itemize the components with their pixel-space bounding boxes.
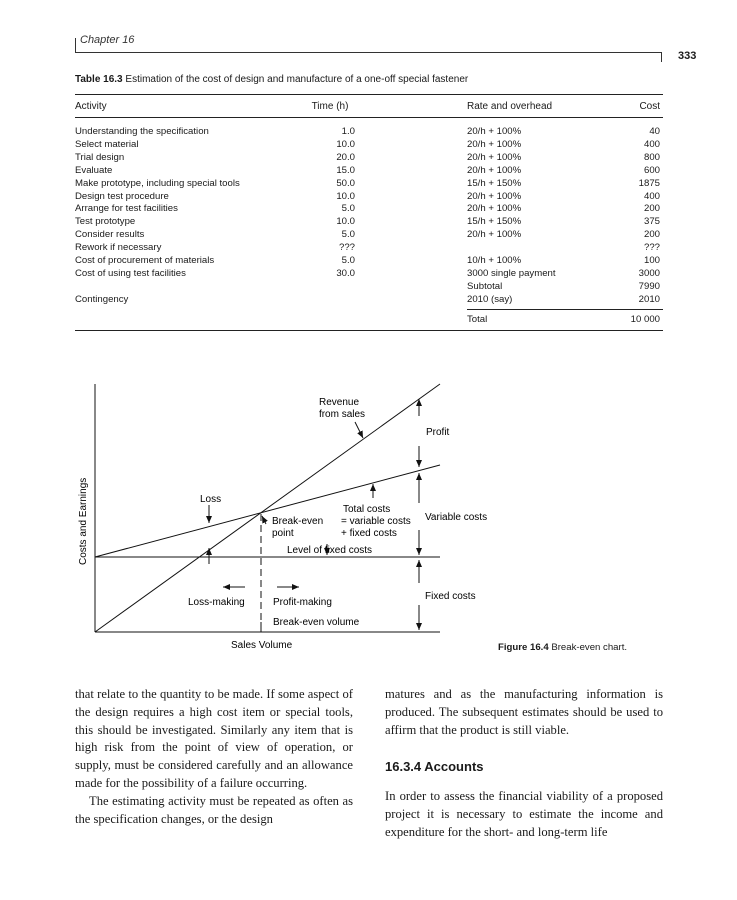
table-cell-cost: 400 <box>643 190 660 202</box>
table-total-value: 10 000 <box>630 314 660 325</box>
label-fixed-costs: Fixed costs <box>425 591 476 602</box>
table-cell-cost: 800 <box>643 151 660 163</box>
figure-caption-label: Figure 16.4 <box>498 642 549 653</box>
table-cell-time: 15.0 <box>336 164 355 176</box>
table-header-cost: Cost <box>639 101 660 112</box>
table-cell-time: 5.0 <box>341 203 355 215</box>
label-loss-making: Loss-making <box>188 597 245 608</box>
table-cell-rate: 2010 (say) <box>467 293 513 305</box>
table-cell-rate: 20/h + 100% <box>467 190 522 202</box>
label-y-axis: Costs and Earnings <box>78 477 89 565</box>
figure-caption-text: Break-even chart. <box>551 642 628 653</box>
table-cell-activity: Arrange for test facilities <box>75 203 178 215</box>
running-header-chapter: Chapter 16 <box>80 34 135 46</box>
table-cell-rate: 20/h + 100% <box>467 151 522 163</box>
body-right-paragraph-2: In order to assess the financial viability of a proposed project it is necessary to estimate the income and expenditure for the short- and long-term life <box>385 789 663 839</box>
table-cell-activity: Cost of procurement of materials <box>75 255 215 266</box>
label-break-even-line1: Break-even <box>272 516 324 527</box>
table-cell-time: 10.0 <box>336 138 355 150</box>
table-top-rule <box>75 94 663 95</box>
table-cell-activity: Trial design <box>75 151 125 163</box>
header-rule-right-tick <box>661 52 662 62</box>
label-variable-costs: Variable costs <box>425 512 488 523</box>
table-cell-cost: 400 <box>643 138 660 150</box>
label-total-costs-line2: = variable costs <box>341 516 411 527</box>
table-header-rule <box>75 117 663 118</box>
table-cell-time: 5.0 <box>341 255 355 266</box>
body-left-paragraph-2: The estimating activity must be repeated as often as the specification changes, or the design <box>75 793 353 826</box>
body-left-column <box>75 686 353 828</box>
table-header-time: Time (h) <box>311 101 349 112</box>
table-cell-cost: 600 <box>643 164 660 176</box>
table-cell-activity: Consider results <box>75 229 145 241</box>
label-revenue-line2: from sales <box>318 409 366 420</box>
label-break-even-volume: Break-even volume <box>273 617 360 628</box>
body-left-paragraph-1: that relate to the quantity to be made. If some aspect of the design requires a high cost item or special tools, this should be investigated. Similarly any item that is high risk from the point of view of operation, or supply, must be considered carefully and an allowance made for the possibility of a failure occurring. <box>75 687 353 790</box>
label-fixed-level: Level of fixed costs <box>287 545 373 556</box>
table-cell-activity: Select material <box>75 138 139 150</box>
table-cell-rate: 10/h + 100% <box>467 255 522 266</box>
table-cell-cost: 7990 <box>638 280 660 292</box>
table-cell-rate: 20/h + 100% <box>467 203 522 215</box>
table-cell-time: 20.0 <box>336 151 355 163</box>
table-cell-cost: 100 <box>643 255 660 266</box>
table-cell-time: 30.0 <box>336 267 355 279</box>
table-caption-label: Table 16.3 <box>75 74 123 85</box>
table-cell-activity: Design test procedure <box>75 190 169 202</box>
revenue-pointer-arrow <box>355 422 363 438</box>
label-break-even-line2: point <box>272 528 294 539</box>
table-cell-cost: 1875 <box>638 177 660 189</box>
table-cell-activity: Understanding the specification <box>75 126 209 137</box>
label-total-costs-line3: + fixed costs <box>341 528 397 539</box>
table-total-rule <box>467 309 663 310</box>
table-caption-text: Estimation of the cost of design and manufacture of a one-off special fastener <box>125 74 469 85</box>
table-cell-rate: 20/h + 100% <box>467 164 522 176</box>
table-header-rate: Rate and overhead <box>467 101 553 112</box>
label-profit-making: Profit-making <box>273 597 332 608</box>
table-cell-cost: 200 <box>643 229 660 241</box>
table-cell-time: ??? <box>338 242 355 254</box>
table-cell-cost: 3000 <box>638 267 660 279</box>
table-cell-rate: 3000 single payment <box>467 267 556 279</box>
table-bottom-rule <box>75 330 663 331</box>
table-cell-rate: 15/h + 150% <box>467 216 522 228</box>
page-number: 333 <box>678 50 697 62</box>
label-total-costs-line1: Total costs <box>343 504 391 515</box>
table-cell-rate: 20/h + 100% <box>467 229 522 241</box>
table-cell-time: 10.0 <box>336 216 355 228</box>
table-caption <box>75 74 468 85</box>
table-cell-cost: ??? <box>643 242 660 254</box>
table-cell-time: 50.0 <box>336 177 355 189</box>
label-loss: Loss <box>200 494 222 505</box>
body-right-paragraph-1: matures and as the manufacturing information is produced. The subsequent estimates should be used to affirm that the product is still viable. <box>385 687 663 737</box>
break-even-chart <box>0 370 737 660</box>
table-header-activity: Activity <box>75 101 107 112</box>
table-cell-rate: Subtotal <box>467 280 503 292</box>
table-cell-rate: 20/h + 100% <box>467 138 522 150</box>
table-cell-cost: 200 <box>643 203 660 215</box>
table-cell-time: 1.0 <box>341 126 355 137</box>
table-cell-time: 5.0 <box>341 229 355 241</box>
table-cell-activity: Contingency <box>75 293 129 305</box>
table-cell-time: 10.0 <box>336 190 355 202</box>
table-cell-activity: Cost of using test facilities <box>75 267 186 279</box>
table-total-label: Total <box>467 314 488 325</box>
table-cell-activity: Evaluate <box>75 164 113 176</box>
table-cell-activity: Rework if necessary <box>75 242 162 254</box>
label-x-axis: Sales Volume <box>231 640 293 651</box>
table-cell-rate: 15/h + 150% <box>467 177 522 189</box>
figure-caption <box>498 642 627 653</box>
table-cell-cost: 375 <box>643 216 660 228</box>
break-even-pointer-arrow <box>262 516 266 524</box>
table-cell-activity: Make prototype, including special tools <box>75 177 240 189</box>
label-profit: Profit <box>426 427 450 438</box>
label-revenue-line1: Revenue <box>318 397 360 408</box>
table-cell-cost: 40 <box>649 126 660 137</box>
header-rule <box>75 52 661 53</box>
section-heading: 16.3.4 Accounts <box>385 759 484 774</box>
table-cell-rate: 20/h + 100% <box>467 126 522 137</box>
table-cell-activity: Test prototype <box>75 216 136 228</box>
header-rule-left-tick <box>75 38 76 52</box>
table-cell-cost: 2010 <box>638 293 660 305</box>
